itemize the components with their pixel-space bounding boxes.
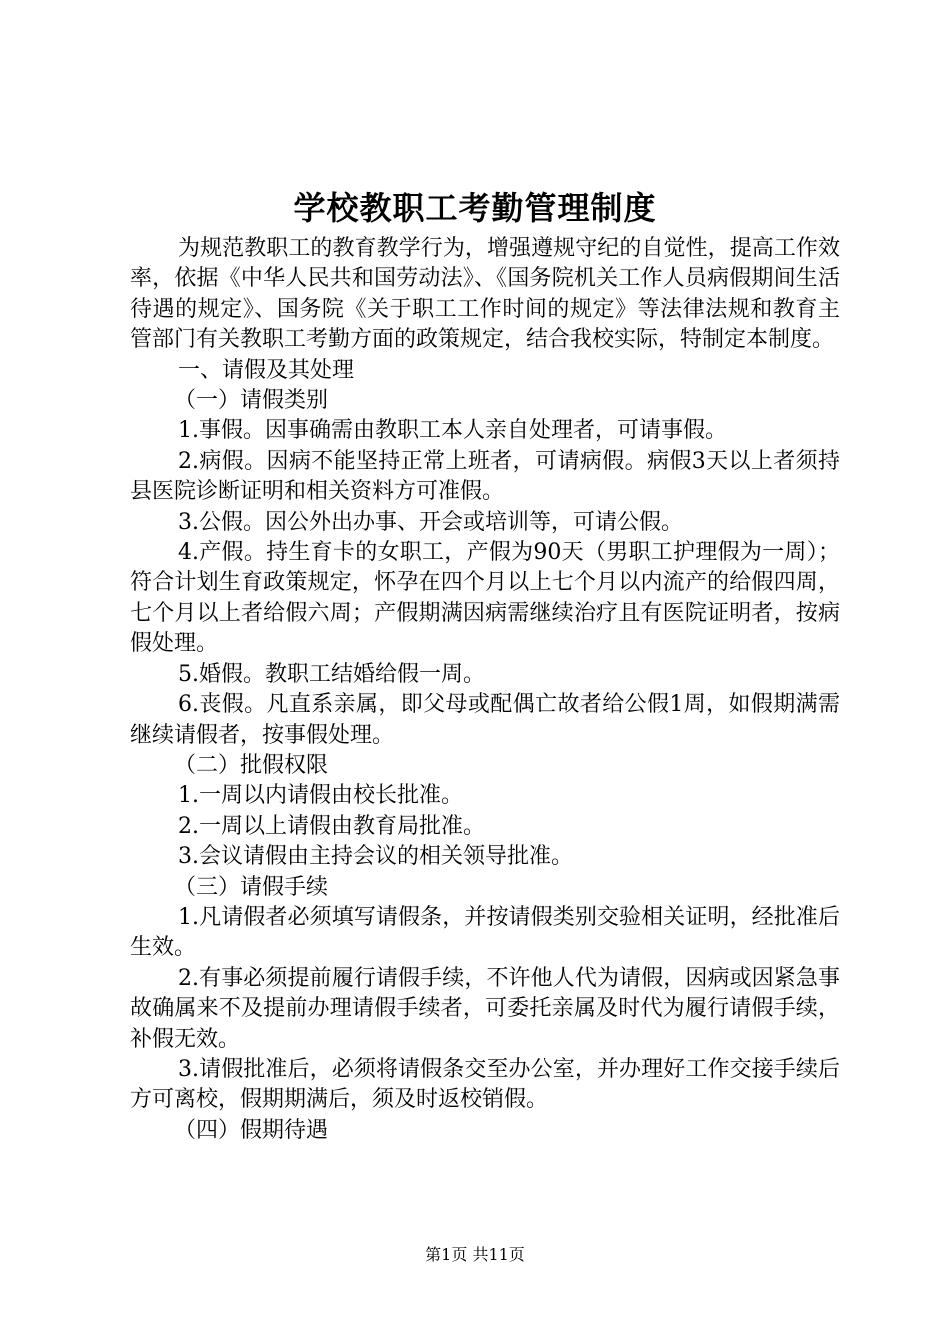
list-item: 1.一周以内请假由校长批准。 [178, 783, 463, 809]
list-item: 2.有事必须提前履行请假手续，不许他人代为请假，因病或因紧急事故确属来不及提前办理请假手续者，可委托亲属及时代为履行请假手续，补假无效。 [130, 965, 840, 1052]
list-item: 3.请假批准后，必须将请假条交至办公室，并办理好工作交接手续后方可离校，假期期满后，须及时返校销假。 [130, 1056, 840, 1113]
list-item: 1.事假。因事确需由教职工本人亲自处理者，可请事假。 [178, 418, 727, 444]
subsection-heading: （四）假期待遇 [174, 1117, 329, 1143]
list-item: 2.一周以上请假由教育局批准。 [178, 813, 485, 839]
document-body [130, 234, 840, 1146]
subsection-heading: （一）请假类别 [174, 388, 329, 414]
list-item: 3.会议请假由主持会议的相关领导批准。 [178, 844, 573, 870]
section-heading: 一、请假及其处理 [178, 357, 355, 383]
list-item: 3.公假。因公外出办事、开会或培训等，可请公假。 [178, 509, 683, 535]
list-item: 2.病假。因病不能坚持正常上班者，可请病假。病假3天以上者须持县医院诊断证明和相关资料方可准假。 [130, 448, 840, 505]
document-title: 学校教职工考勤管理制度 [293, 189, 657, 227]
list-item: 4.产假。持生育卡的女职工，产假为90天（男职工护理假为一周）；符合计划生育政策规定，怀孕在四个月以上七个月以内流产的给假四周，七个月以上者给假六周；产假期满因病需继续治疗且有医院证明者，按病假处理。 [130, 540, 840, 657]
list-item: 6.丧假。凡直系亲属，即父母或配偶亡故者给公假1周，如假期满需继续请假者，按事假处理。 [130, 692, 840, 748]
intro-paragraph: 为规范教职工的教育教学行为，增强遵规守纪的自觉性，提高工作效率，依据《中华人民共和国劳动法》、《国务院机关工作人员病假期间生活待遇的规定》、国务院《关于职工工作时间的规定》等法律法规和教育主管部门有关教职工考勤方面的政策规定，结合我校实际，特制定本制度。 [130, 236, 840, 353]
subsection-heading: （三）请假手续 [174, 874, 329, 900]
list-item: 5.婚假。教职工结婚给假一周。 [178, 661, 485, 687]
page-footer: 第1页 共11页 [425, 1245, 525, 1264]
subsection-heading: （二）批假权限 [174, 752, 329, 778]
list-item: 1.凡请假者必须填写请假条，并按请假类别交验相关证明，经批准后生效。 [130, 904, 840, 961]
